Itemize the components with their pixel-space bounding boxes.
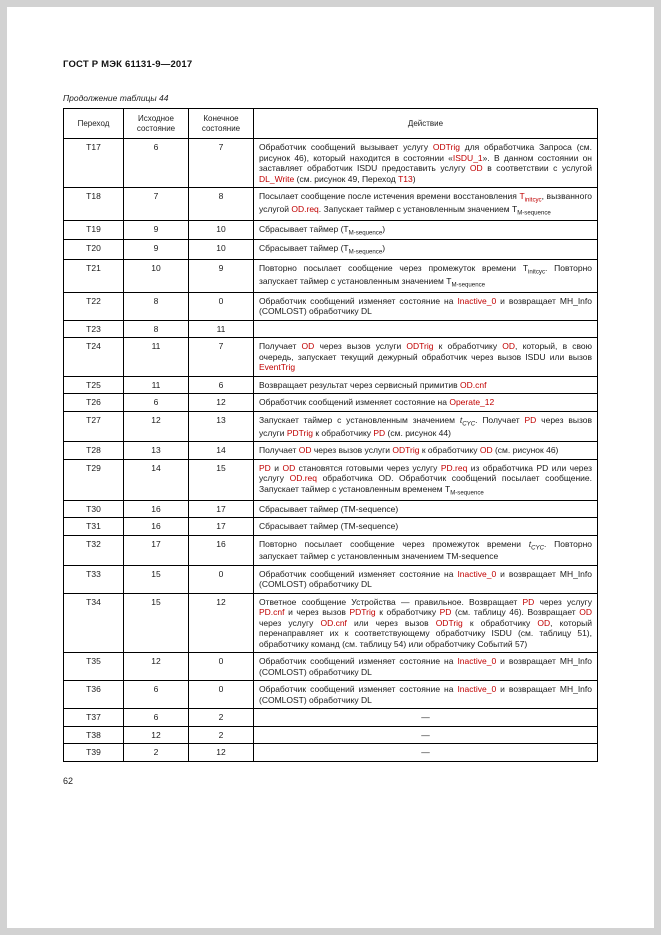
action-cell: — [254, 744, 598, 762]
transition-cell: T39 [64, 744, 124, 762]
action-cell: Сбрасывает таймер (TM-sequence) [254, 518, 598, 536]
initial-state-cell: 12 [124, 726, 189, 744]
table-header-row [64, 109, 598, 139]
table-row [64, 459, 598, 500]
transition-cell: T31 [64, 518, 124, 536]
transition-cell: T36 [64, 681, 124, 709]
final-state-cell: 0 [189, 681, 254, 709]
transition-cell: T28 [64, 442, 124, 460]
transition-cell: T35 [64, 653, 124, 681]
final-state-cell: 2 [189, 726, 254, 744]
transition-cell: T20 [64, 240, 124, 260]
final-state-cell: 17 [189, 518, 254, 536]
initial-state-cell: 2 [124, 744, 189, 762]
table-row [64, 188, 598, 221]
table-row [64, 376, 598, 394]
final-state-cell: 14 [189, 442, 254, 460]
final-state-cell: 0 [189, 292, 254, 320]
table-row [64, 593, 598, 653]
action-cell: Получает OD через вызов услуги ODTrig к обработчику OD (см. рисунок 46) [254, 442, 598, 460]
action-cell: Повторно посылает сообщение через промежуток времени $T_{initcyc}$. Повторно запускает таймер с установленным значением $T_{M-sequence}$ [254, 260, 598, 293]
action-cell: Сбрасывает таймер $(T_{M-sequence})$ [254, 220, 598, 240]
final-state-cell: 10 [189, 220, 254, 240]
final-state-cell: 11 [189, 320, 254, 338]
final-state-cell: 7 [189, 338, 254, 377]
final-state-cell: 15 [189, 459, 254, 500]
final-state-cell: 6 [189, 376, 254, 394]
action-cell: Ответное сообщение Устройства — правильное. Возвращает PD через услугу PD.cnf и через вызов PDTrig к обработчику PD (см. таблицу 46). Возвращает OD через услугу OD.cnf или через вызов ODTrig к обработчику OD, который перенаправляет их к соответствующему обработчику ISDU (см. таблицу 51), обработчику команд (см. таблицу 54) или обработчику Событий 57) [254, 593, 598, 653]
transition-cell: T17 [64, 139, 124, 188]
col-header-initial-state: Исходное состояние [124, 109, 189, 139]
transitions-table [63, 108, 598, 762]
initial-state-cell: 9 [124, 220, 189, 240]
table-row [64, 139, 598, 188]
table-row [64, 442, 598, 460]
action-cell: Обработчик сообщений изменяет состояние на Inactive_0 и возвращает MH_Info (COMLOST) обработчику DL [254, 292, 598, 320]
transition-cell: T19 [64, 220, 124, 240]
initial-state-cell: 16 [124, 518, 189, 536]
table-row [64, 320, 598, 338]
final-state-cell: 9 [189, 260, 254, 293]
initial-state-cell: 13 [124, 442, 189, 460]
transition-cell: T32 [64, 535, 124, 565]
col-header-action: Действие [254, 109, 598, 139]
action-cell: Повторно посылает сообщение через промежуток времени $t_{CYC}$. Повторно запускает таймер с установленным значением TM-sequence [254, 535, 598, 565]
table-row [64, 292, 598, 320]
action-cell: Запускает таймер с установленным значением $t_{CYC}$. Получает PD через вызов услуги PDTrig к обработчику PD (см. рисунок 44) [254, 411, 598, 441]
table-row [64, 709, 598, 727]
transition-cell: T37 [64, 709, 124, 727]
initial-state-cell: 12 [124, 653, 189, 681]
table-row [64, 744, 598, 762]
initial-state-cell: 10 [124, 260, 189, 293]
table-body [64, 139, 598, 762]
action-cell: Обработчик сообщений изменяет состояние на Inactive_0 и возвращает MH_Info (COMLOST) обработчику DL [254, 653, 598, 681]
transition-cell: T29 [64, 459, 124, 500]
final-state-cell: 7 [189, 139, 254, 188]
page-number: 62 [63, 775, 74, 786]
initial-state-cell: 15 [124, 593, 189, 653]
action-cell: Посылает сообщение после истечения времени восстановления $T_{initcyc}$, вызванного услугой OD.req. Запускает таймер с установленным значением $T_{M-sequence}$ [254, 188, 598, 221]
table-row [64, 535, 598, 565]
initial-state-cell: 6 [124, 394, 189, 412]
initial-state-cell: 6 [124, 709, 189, 727]
initial-state-cell: 7 [124, 188, 189, 221]
initial-state-cell: 16 [124, 500, 189, 518]
action-cell [254, 320, 598, 338]
table-row [64, 411, 598, 441]
action-cell: Обработчик сообщений изменяет состояние на Inactive_0 и возвращает MH_Info (COMLOST) обработчику DL [254, 681, 598, 709]
final-state-cell: 13 [189, 411, 254, 441]
document-header: ГОСТ Р МЭК 61131-9—2017 [63, 59, 193, 70]
final-state-cell: 16 [189, 535, 254, 565]
transition-cell: T26 [64, 394, 124, 412]
final-state-cell: 12 [189, 744, 254, 762]
final-state-cell: 8 [189, 188, 254, 221]
initial-state-cell: 17 [124, 535, 189, 565]
transition-cell: T21 [64, 260, 124, 293]
final-state-cell: 10 [189, 240, 254, 260]
initial-state-cell: 8 [124, 292, 189, 320]
transition-cell: T27 [64, 411, 124, 441]
initial-state-cell: 12 [124, 411, 189, 441]
table-row [64, 220, 598, 240]
initial-state-cell: 11 [124, 338, 189, 377]
initial-state-cell: 11 [124, 376, 189, 394]
table-row [64, 726, 598, 744]
table-row [64, 240, 598, 260]
initial-state-cell: 14 [124, 459, 189, 500]
transition-cell: T38 [64, 726, 124, 744]
transition-cell: T22 [64, 292, 124, 320]
action-cell: — [254, 726, 598, 744]
transition-cell: T30 [64, 500, 124, 518]
transition-cell: T18 [64, 188, 124, 221]
initial-state-cell: 15 [124, 565, 189, 593]
final-state-cell: 12 [189, 394, 254, 412]
table-row [64, 681, 598, 709]
action-cell: — [254, 709, 598, 727]
table-row [64, 653, 598, 681]
action-cell: Обработчик сообщений вызывает услугу ODTrig для обработчика Запроса (см. рисунок 46), который находится в состоянии «ISDU_1». В данном состоянии он заставляет обработчик ISDU предоставить услугу OD в соответствии с услугой DL_Write (см. рисунок 49, Переход T13) [254, 139, 598, 188]
col-header-final-state: Конечное состояние [189, 109, 254, 139]
transition-cell: T23 [64, 320, 124, 338]
col-header-transition: Переход [64, 109, 124, 139]
action-cell: PD и OD становятся готовыми через услугу PD.req из обработчика PD или через услугу OD.req обработчика OD. Обработчик сообщений посылает сообщение. Запускает таймер с установленным временем $T_{M-sequence}$ [254, 459, 598, 500]
transition-cell: T33 [64, 565, 124, 593]
transition-cell: T24 [64, 338, 124, 377]
table-row [64, 500, 598, 518]
table-header [64, 109, 598, 139]
initial-state-cell: 8 [124, 320, 189, 338]
table-caption: Продолжение таблицы 44 [63, 93, 169, 103]
initial-state-cell: 6 [124, 681, 189, 709]
final-state-cell: 0 [189, 565, 254, 593]
action-cell: Обработчик сообщений изменяет состояние на Operate_12 [254, 394, 598, 412]
table-row [64, 565, 598, 593]
final-state-cell: 12 [189, 593, 254, 653]
action-cell: Получает OD через вызов услуги ODTrig к обработчику OD, который, в свою очередь, запускает текущий дежурный обработчик через вызов ISDU или вызов EventTrig [254, 338, 598, 377]
action-cell: Обработчик сообщений изменяет состояние на Inactive_0 и возвращает MH_Info (COMLOST) обработчику DL [254, 565, 598, 593]
table-row [64, 338, 598, 377]
table-row [64, 394, 598, 412]
final-state-cell: 17 [189, 500, 254, 518]
initial-state-cell: 9 [124, 240, 189, 260]
table-row [64, 518, 598, 536]
transition-cell: T34 [64, 593, 124, 653]
action-cell: Возвращает результат через сервисный примитив OD.cnf [254, 376, 598, 394]
initial-state-cell: 6 [124, 139, 189, 188]
final-state-cell: 0 [189, 653, 254, 681]
final-state-cell: 2 [189, 709, 254, 727]
transition-cell: T25 [64, 376, 124, 394]
action-cell: Сбрасывает таймер $(T_{M-sequence})$ [254, 240, 598, 260]
table-row [64, 260, 598, 293]
action-cell: Сбрасывает таймер (TM-sequence) [254, 500, 598, 518]
